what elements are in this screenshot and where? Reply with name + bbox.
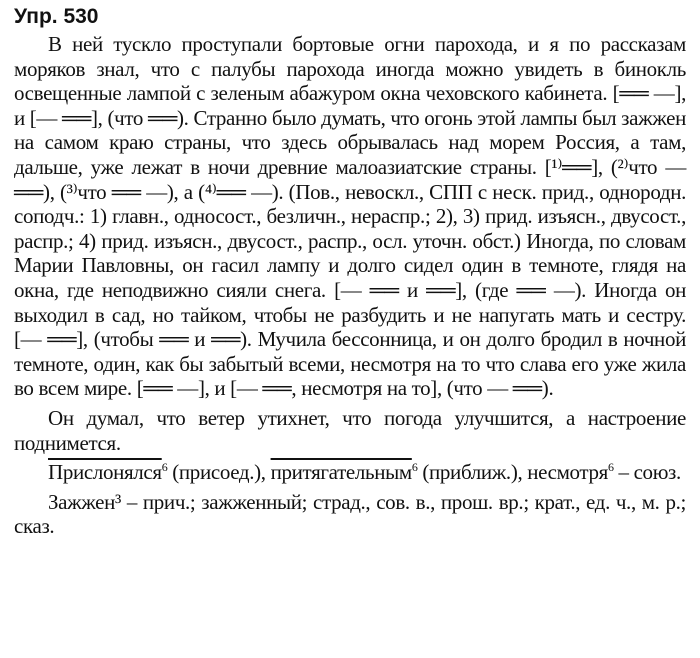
analysis-text: – союз. <box>613 460 681 485</box>
superscript-mark: 6 <box>161 460 168 475</box>
exercise-paragraph-main: В ней тускло проступали бортовые огни парохода, и я по рассказам моряков знал, что с палубы парохода иногда можно увидеть в бинокль освещенные лампой с зеленым абажуром окна чеховского кабинета. [══ —], и [— ══], (что ══). Странно было думать, что огонь этой лампы был зажжен на самом краю страны, что здесь обрывалась над морем Россия, а там, дальше, уже лежат в ночи древние малоазиатские страны. [¹⁾══], (²⁾что — ══), (³⁾что ══ —), а (⁴⁾══ —). (Пов., невоскл., СПП с неск. прид., однородн. соподч.: 1) главн., односост., безличн., нераспр.; 2), 3) прид. изъясн., двусост., распр.; 4) прид. изъясн., двусост., распр., осл. уточн. обст.) Иногда, по словам Марии Павловны, он гасил лампу и долго сидел один в темноте, глядя на окна, где неподвижно сияли снега. [— ══ и ══], (где ══ —). Иногда он выходил в сад, но тайком, чтобы не разбудить и не напугать мать и сестру. [— ══], (чтобы ══ и ══). Мучила бессонница, и он долго бродил в ночной темноте, один, как бы забытый всеми, несмотря на то что слава его уже жила во всем мире. [══ —], и [— ══, несмотря на то], (что — ══). <box>14 32 686 401</box>
participle-analysis-paragraph: Зажжен³ – прич.; зажженный; страд., сов. в., прош. вр.; крат., ед. ч., м. р.; сказ. <box>14 489 686 539</box>
word-analysis-paragraph <box>14 460 686 485</box>
overlined-word: притягательным <box>270 460 412 485</box>
exercise-title: Упр. 530 <box>14 5 99 28</box>
analysis-text: (присоед.), <box>167 460 271 485</box>
exercise-paragraph-second: Он думал, что ветер утихнет, что погода улучшится, а настроение поднимется. <box>14 405 686 455</box>
superscript-mark: 6 <box>411 460 418 475</box>
superscript-mark: 6 <box>607 460 614 475</box>
analysis-text: (приближ.), несмотря <box>417 460 608 485</box>
overlined-word: Прислонялся <box>48 460 162 485</box>
